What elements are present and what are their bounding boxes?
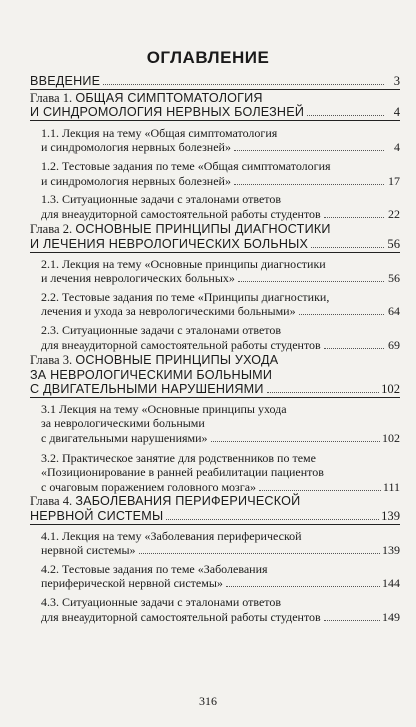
toc-text: за неврологическими больными <box>41 416 205 431</box>
toc-section <box>30 290 400 319</box>
toc-line <box>30 382 400 397</box>
dot-leader <box>139 553 380 554</box>
dot-leader <box>259 490 381 491</box>
dot-leader <box>226 586 380 587</box>
toc-text: лечения и ухода за неврологическими больными» <box>41 304 296 319</box>
toc-page-number: 111 <box>382 479 400 494</box>
toc-page-number: 139 <box>382 543 400 558</box>
dot-leader <box>166 519 379 520</box>
toc-chapter <box>30 353 400 398</box>
dot-leader <box>299 314 384 315</box>
toc-section <box>30 192 400 221</box>
toc-line <box>41 402 400 417</box>
toc-chapter <box>30 74 400 90</box>
toc-section <box>30 451 400 495</box>
toc-text: нервной системы» <box>41 543 136 558</box>
toc-text: Глава 1. ОБЩАЯ СИМПТОМАТОЛОГИЯ <box>30 90 263 105</box>
toc-section <box>30 159 400 188</box>
toc-line <box>41 451 400 466</box>
dot-leader <box>267 392 379 393</box>
toc-text: ВВЕДЕНИЕ <box>30 74 101 88</box>
dot-leader <box>324 217 384 218</box>
toc-section <box>30 562 400 591</box>
toc-line <box>41 562 400 577</box>
toc-line <box>30 105 400 120</box>
toc-section <box>30 595 400 624</box>
toc-page-number: 149 <box>382 609 400 624</box>
toc-page-number: 4 <box>394 140 400 155</box>
toc-text: С ДВИГАТЕЛЬНЫМИ НАРУШЕНИЯМИ <box>30 382 264 397</box>
dot-leader <box>324 620 380 621</box>
toc-text: для внеаудиторной самостоятельной работы студентов <box>41 609 321 624</box>
toc-text: 4.1. Лекция на тему «Заболевания периферической <box>41 528 302 543</box>
toc-text: для внеаудиторной самостоятельной работы студентов <box>41 206 321 221</box>
dot-leader <box>311 247 384 248</box>
toc-page-number: 56 <box>388 271 400 286</box>
toc-text: и лечения неврологических больных» <box>41 271 235 286</box>
toc-page-number: 17 <box>388 173 400 188</box>
toc-page-number: 3 <box>393 74 400 88</box>
toc-page-number: 139 <box>381 509 400 524</box>
toc-line <box>41 610 400 625</box>
toc-text: и синдромология нервных болезней» <box>41 173 231 188</box>
toc-line <box>41 465 400 480</box>
toc-line <box>30 91 400 106</box>
toc-text: 2.1. Лекция на тему «Основные принципы диагностики <box>41 256 326 271</box>
toc-line <box>41 431 400 446</box>
toc-page-number: 4 <box>393 105 400 120</box>
toc-text: 2.2. Тестовые задания по теме «Принципы диагностики, <box>41 289 330 304</box>
toc-text: с двигательными нарушениями» <box>41 431 208 446</box>
toc-section <box>30 257 400 286</box>
toc-text: 1.2. Тестовые задания по теме «Общая симптоматология <box>41 158 331 173</box>
toc-line <box>41 159 400 174</box>
toc-line <box>41 595 400 610</box>
toc-text: Глава 2. ОСНОВНЫЕ ПРИНЦИПЫ ДИАГНОСТИКИ <box>30 222 331 237</box>
toc-text: 4.3. Ситуационные задачи с эталонами ответов <box>41 595 282 609</box>
toc-line <box>30 494 400 509</box>
toc-section <box>30 402 400 446</box>
toc-line <box>30 353 400 368</box>
toc-chapter <box>30 222 400 252</box>
toc-line <box>30 74 400 89</box>
toc-page-number: 144 <box>382 576 400 591</box>
page-title: ОГЛАВЛЕНИЕ <box>146 48 270 67</box>
toc-line <box>41 140 400 155</box>
toc-line <box>41 192 400 207</box>
dot-leader <box>238 281 384 282</box>
toc-line <box>30 509 400 524</box>
toc-line <box>30 237 400 252</box>
toc-text: и синдромология нервных болезней» <box>41 140 231 155</box>
toc-line <box>41 338 400 353</box>
toc-page-number: 22 <box>388 206 400 221</box>
toc-text: с очаговым поражением головного мозга» <box>41 479 257 494</box>
toc-text: ЗА НЕВРОЛОГИЧЕСКИМИ БОЛЬНЫМИ <box>30 367 273 382</box>
toc-text: 3.1 Лекция на тему «Основные принципы ухода <box>41 401 287 416</box>
toc-line <box>41 126 400 141</box>
toc-page-number: 102 <box>381 382 400 397</box>
toc-line <box>30 368 400 383</box>
toc-line <box>41 576 400 591</box>
toc-line <box>41 480 400 495</box>
toc-text: 1.1. Лекция на тему «Общая симптоматология <box>41 125 278 140</box>
dot-leader <box>307 115 384 116</box>
toc-text: И ЛЕЧЕНИЯ НЕВРОЛОГИЧЕСКИХ БОЛЬНЫХ <box>30 236 309 251</box>
toc-line <box>30 222 400 237</box>
toc-text: 3.2. Практическое занятие для родственников по теме <box>41 450 316 465</box>
dot-leader <box>234 184 384 185</box>
toc-line <box>41 290 400 305</box>
toc-section <box>30 323 400 352</box>
toc-line <box>41 174 400 189</box>
toc-chapter <box>30 91 400 121</box>
dot-leader <box>324 348 384 349</box>
toc-line <box>41 304 400 319</box>
toc-line <box>41 207 400 222</box>
toc-line <box>41 271 400 286</box>
toc-text: периферической нервной системы» <box>41 576 223 591</box>
toc-text: 4.2. Тестовые задания по теме «Заболевания <box>41 561 268 576</box>
toc-text: «Позиционирование в ранней реабилитации пациентов <box>41 465 324 480</box>
toc-text: для внеаудиторной самостоятельной работы студентов <box>41 337 321 352</box>
toc-text: Глава 3. ОСНОВНЫЕ ПРИНЦИПЫ УХОДА <box>30 353 279 368</box>
toc-text: 1.3. Ситуационные задачи с эталонами ответов <box>41 192 282 207</box>
toc-line <box>41 543 400 558</box>
toc-line <box>41 257 400 272</box>
dot-leader <box>103 84 384 85</box>
toc-page-number: 102 <box>382 431 400 446</box>
toc-chapter <box>30 494 400 524</box>
page-number: 316 <box>199 694 217 708</box>
toc-text: НЕРВНОЙ СИСТЕМЫ <box>30 509 164 524</box>
toc-line <box>41 416 400 431</box>
toc-section <box>30 126 400 155</box>
toc-section <box>30 529 400 558</box>
toc-page-number: 69 <box>388 337 400 352</box>
toc-text: Глава 4. ЗАБОЛЕВАНИЯ ПЕРИФЕРИЧЕСКОЙ <box>30 494 301 509</box>
toc-page-number: 64 <box>388 304 400 319</box>
toc-text: 2.3. Ситуационные задачи с эталонами ответов <box>41 322 282 337</box>
table-of-contents <box>30 74 400 624</box>
toc-line <box>41 529 400 544</box>
dot-leader <box>234 150 384 151</box>
toc-page-number: 56 <box>387 236 400 251</box>
toc-text: И СИНДРОМОЛОГИЯ НЕРВНЫХ БОЛЕЗНЕЙ <box>30 105 305 120</box>
toc-line <box>41 323 400 338</box>
dot-leader <box>211 441 380 442</box>
